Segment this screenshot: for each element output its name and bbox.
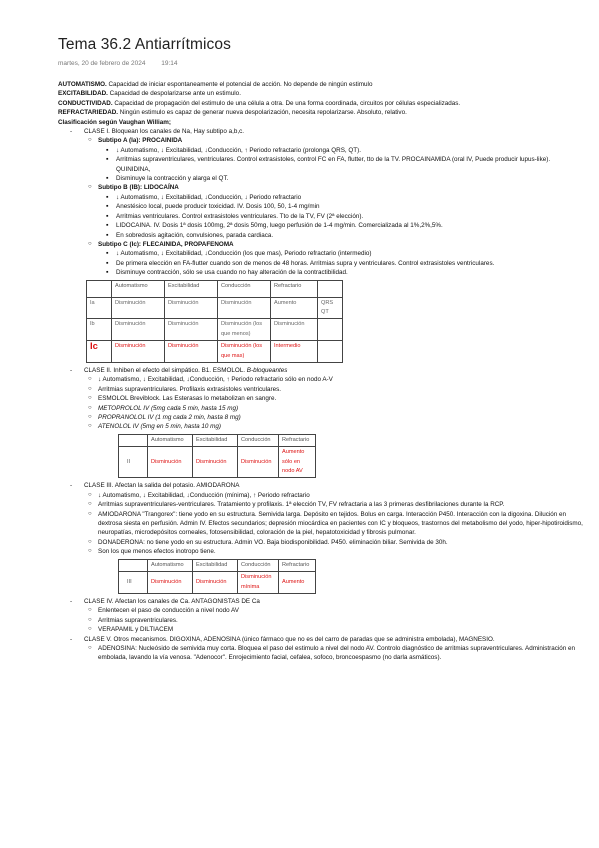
def-term: AUTOMATISMO.: [58, 81, 107, 88]
table-header-cell: Conducción: [238, 434, 279, 446]
def-text: Capacidad de despolarizarse ante un estimulo.: [107, 90, 241, 98]
table-cell: Disminución (los que mas): [218, 341, 271, 363]
list-item: ○ Enlentecen el paso de conducción a nivel nodo AV: [88, 606, 583, 615]
class-iii-heading: - CLASE III. Afectan la salida del potasio. AMIODARONA: [70, 481, 583, 490]
table-cell: [318, 341, 343, 363]
timestamp: [58, 60, 192, 67]
table-cell: Ic: [87, 341, 112, 363]
table-header-cell: Conducción: [218, 280, 271, 297]
def-term: REFRACTARIEDAD.: [58, 109, 119, 117]
class-ii-heading: [70, 366, 583, 375]
table-row: [119, 572, 316, 594]
table-header-cell: Automatismo: [112, 280, 165, 297]
def-excitabilidad: [58, 89, 583, 98]
list-item: ○ AMIODARONA "Trangorex": tiene yodo en su estructura. Semivida larga. Depósito en tejidos. Bolus en carga. Interacción P450. Interacción con la digoxina. Dilución en dextrosa siesta en perfusión. Admin IV. Efectos secundarios; depresión miocárdica en pacientes con IC y bloqueos, trastornos del metabolismo del yodo, hiper-hipotiroidismo, neuropatías, microdepósitos corneales, fotosensibilidad, coloración de la piel, hepatotoxicidad y fibrosis pulmonar.: [88, 510, 583, 538]
table-cell: Disminución: [148, 572, 193, 594]
table-cell: Disminución: [112, 297, 165, 319]
table-cell: Aumento sólo en nodo AV: [279, 447, 316, 478]
list-item: ○ DONADERONA: no tiene yodo en su estructura. Admin VO. Baja biodisponibilidad. P450. eliminación biliar. Semivida de 30h.: [88, 538, 583, 547]
list-item: ▪ LIDOCAINA. IV. Dosis 1ª dosis 100mg, 2ª dosis 50mg, luego perfusión de 1-4 mg/min. Comercializada al 1%,2%,5%.: [106, 221, 583, 230]
list-item: ▪ En sobredosis agitación, convulsiones, parada cardiaca.: [106, 231, 583, 240]
class-ii-text: CLASE II. Inhiben el efecto del simpático. B1. ESMOLOL.: [84, 366, 247, 374]
table-header-row: [119, 434, 316, 446]
table-cell: Disminución: [193, 572, 238, 594]
def-conductividad: [58, 99, 583, 108]
list-item: ○ ESMOLOL Breviblock. Las Esterasas lo metabolizan en sangre.: [88, 394, 583, 403]
list-item: ○ Arritmias supraventriculares-ventriculares. Tratamiento y profilaxis. 1ª elección TV, FV refractaria a las 3 primeras desfibrilaciones durante la RCP.: [88, 500, 583, 509]
table-cell: Disminución: [112, 341, 165, 363]
table-cell: Disminución: [238, 447, 279, 478]
table-cell: Disminución: [193, 447, 238, 478]
table-row: [87, 319, 343, 341]
list-item: ○ Arritmias supraventriculares.: [88, 616, 583, 625]
list-item: ▪ Disminuye contracción, sólo se usa cuando no hay alteración de la contractibilidad.: [106, 268, 583, 277]
list-item: ▪ Arritmias ventriculares. Control extrasistoles ventriculares. Tto de la TV, FV (2ª elección).: [106, 212, 583, 221]
drug-dose: PROPRANOLOL IV (1 mg cada 2 min, hasta 8 mg): [98, 414, 241, 421]
list-item: ▪ ↓ Automatismo, ↓ Excitabilidad, ↓Conducción (los que mas), Periodo refractario (intermedio): [106, 249, 583, 258]
table-header-cell: Refractario: [271, 280, 318, 297]
page-title: Tema 36.2 Antiarrítmicos: [58, 36, 231, 53]
table-header-cell: Automatismo: [148, 559, 193, 571]
def-term: EXCITABILIDAD.: [58, 90, 108, 98]
table-cell: II: [119, 447, 148, 478]
table-row: [119, 447, 316, 478]
list-item: ○ VERAPAMIL y DILTIACEM: [88, 625, 583, 634]
table-header-cell: Refractario: [279, 559, 316, 571]
drug-dose: ATENOLOL IV (5mg en 5 min, hasta 10 mg): [98, 423, 221, 431]
subtype-c-label: Subtipo C (Ic): FLECAINIDA, PROPAFENOMA: [98, 240, 234, 248]
list-item: [88, 413, 583, 422]
table-header-cell: Excitabilidad: [193, 434, 238, 446]
def-text: Ningún estimulo es capaz de generar nueva despolarización, necesita repolarizarse. Absoluto, relativo.: [118, 109, 407, 117]
def-text: Capacidad de iniciar espontaneamente el potencial de acción. No depende de ningún estimulo: [106, 81, 373, 88]
table-cell: Disminución: [148, 447, 193, 478]
class-iv-heading: - CLASE IV. Afectan los canales de Ca. ANTAGONISTAS DE Ca: [70, 597, 583, 606]
table-cell: Disminución mínima: [238, 572, 279, 594]
list-item: ○ ↓ Automatismo, ↓ Excitabilidad, ↓Conducción (mínima), ↑ Periodo refractario: [88, 491, 583, 500]
def-refractariedad: [58, 108, 583, 117]
table-cell: Intermedio: [271, 341, 318, 363]
list-item: ▪ Disminuye la contracción y alarga el QT.: [106, 174, 583, 183]
table-cell: Disminución (los que menos): [218, 319, 271, 341]
table-header-cell: Refractario: [279, 434, 316, 446]
table-header-cell: [87, 280, 112, 297]
list-item: [88, 404, 583, 413]
list-item: ○ ↓ Automatismo, ↓ Excitabilidad, ↓Conducción, ↑ Periodo refractario sólo en nodo A-V: [88, 375, 583, 384]
class-i-heading: - CLASE I. Bloquean los canales de Na, Hay subtipo a,b,c.: [70, 127, 583, 136]
def-text: Capacidad de propagación del estimulo de una célula a otra. De una forma coordinada, circuitos por células especializadas.: [112, 99, 461, 107]
table-row: [87, 297, 343, 319]
subtype-a-heading: [88, 136, 583, 145]
table-cell: Ib: [87, 319, 112, 341]
table-header-cell: Excitabilidad: [165, 280, 218, 297]
drug-dose: METOPROLOL IV (5mg cada 5 min, hasta 15 mg): [98, 404, 239, 412]
table-cell: QRS QT: [318, 297, 343, 319]
class-ii-table: [118, 434, 316, 479]
list-item: ▪ ↓ Automatismo, ↓ Excitabilidad, ↓Conducción, ↑ Periodo refractario (prolonga QRS, QT).: [106, 146, 583, 155]
clasificacion: [58, 118, 583, 127]
def-automatismo: [58, 80, 583, 89]
def-term: Clasificación según Vaughan William;: [58, 118, 171, 126]
table-cell: III: [119, 572, 148, 594]
list-item: ○ Son los que menos efectos inotropo tiene.: [88, 547, 583, 556]
table-header-cell: [318, 280, 343, 297]
class-iii-table: [118, 559, 316, 594]
table-header-cell: Excitabilidad: [193, 559, 238, 571]
list-item: ▪ Anestésico local, puede producir toxicidad. IV. Dosis 100, 50, 1-4 mg/min: [106, 202, 583, 211]
table-header-row: [87, 280, 343, 297]
table-header-cell: Automatismo: [148, 434, 193, 446]
table-cell: Disminución: [165, 297, 218, 319]
table-cell: Ia: [87, 297, 112, 319]
list-item: ▪ De primera elección en FA-flutter cuando son de menos de 48 horas. Arritmias supra y ventriculares. Control extrasistoles ventriculares.: [106, 259, 583, 268]
table-cell: Disminución: [271, 319, 318, 341]
subtype-b-heading: [88, 183, 583, 192]
subtype-a-label: Subtipo A (Ia): PROCAINIDA: [98, 137, 183, 145]
subtype-c-heading: [88, 240, 583, 249]
time-text: 19:14: [161, 60, 178, 67]
table-header-cell: Conducción: [238, 559, 279, 571]
table-cell: Disminución: [112, 319, 165, 341]
class-ii-italic: B-bloqueantes: [246, 366, 288, 374]
list-item: ▪ ↓ Automatismo, ↓ Excitabilidad, ↓Conducción, ↓ Periodo refractario: [106, 193, 583, 202]
table-cell: Disminución: [165, 319, 218, 341]
table-cell: Disminución: [218, 297, 271, 319]
date-text: martes, 20 de febrero de 2024: [58, 60, 146, 67]
table-header-cell: [119, 559, 148, 571]
table-cell: [318, 319, 343, 341]
def-term: CONDUCTIVIDAD.: [58, 99, 113, 107]
class-i-table: [86, 280, 343, 363]
list-item: ○ ADENOSINA: Nucleósido de semivida muy corta. Bloquea el paso del estimulo a nivel del nodo AV. Controlo diagnóstico de arritmias supraventriculares. Administración en embolada, lavando la vía venosa. "Adenocor". Enrojecimiento facial, cefalea, sofoco, broncoespasmo (no darla asmáticos).: [88, 644, 583, 663]
list-item: ▪ Arritmias supraventriculares, ventriculares. Control extrasistoles, control FC en FA, flutter, tto de la TV. PROCAINAMIDA (oral IV, Puede producir lupus-like). QUINIDINA,: [106, 155, 583, 174]
note-body: [58, 80, 583, 663]
subtype-b-label: Subtipo B (IB): LIDOCAÍNA: [98, 184, 179, 192]
list-item: ○ Arritmias supraventriculares. Profilaxis extrasistoles ventriculares.: [88, 385, 583, 394]
class-v-heading: - CLASE V. Otros mecanismos. DIGOXINA, ADENOSINA (único fármaco que no es del carro de paradas que se administra embolada), MAGNESIO.: [70, 635, 583, 644]
table-cell: Disminución: [165, 341, 218, 363]
list-item: [88, 422, 583, 431]
table-row: [87, 341, 343, 363]
table-cell: Aumento: [279, 572, 316, 594]
table-cell: Aumento: [271, 297, 318, 319]
table-header-cell: [119, 434, 148, 446]
table-header-row: [119, 559, 316, 571]
